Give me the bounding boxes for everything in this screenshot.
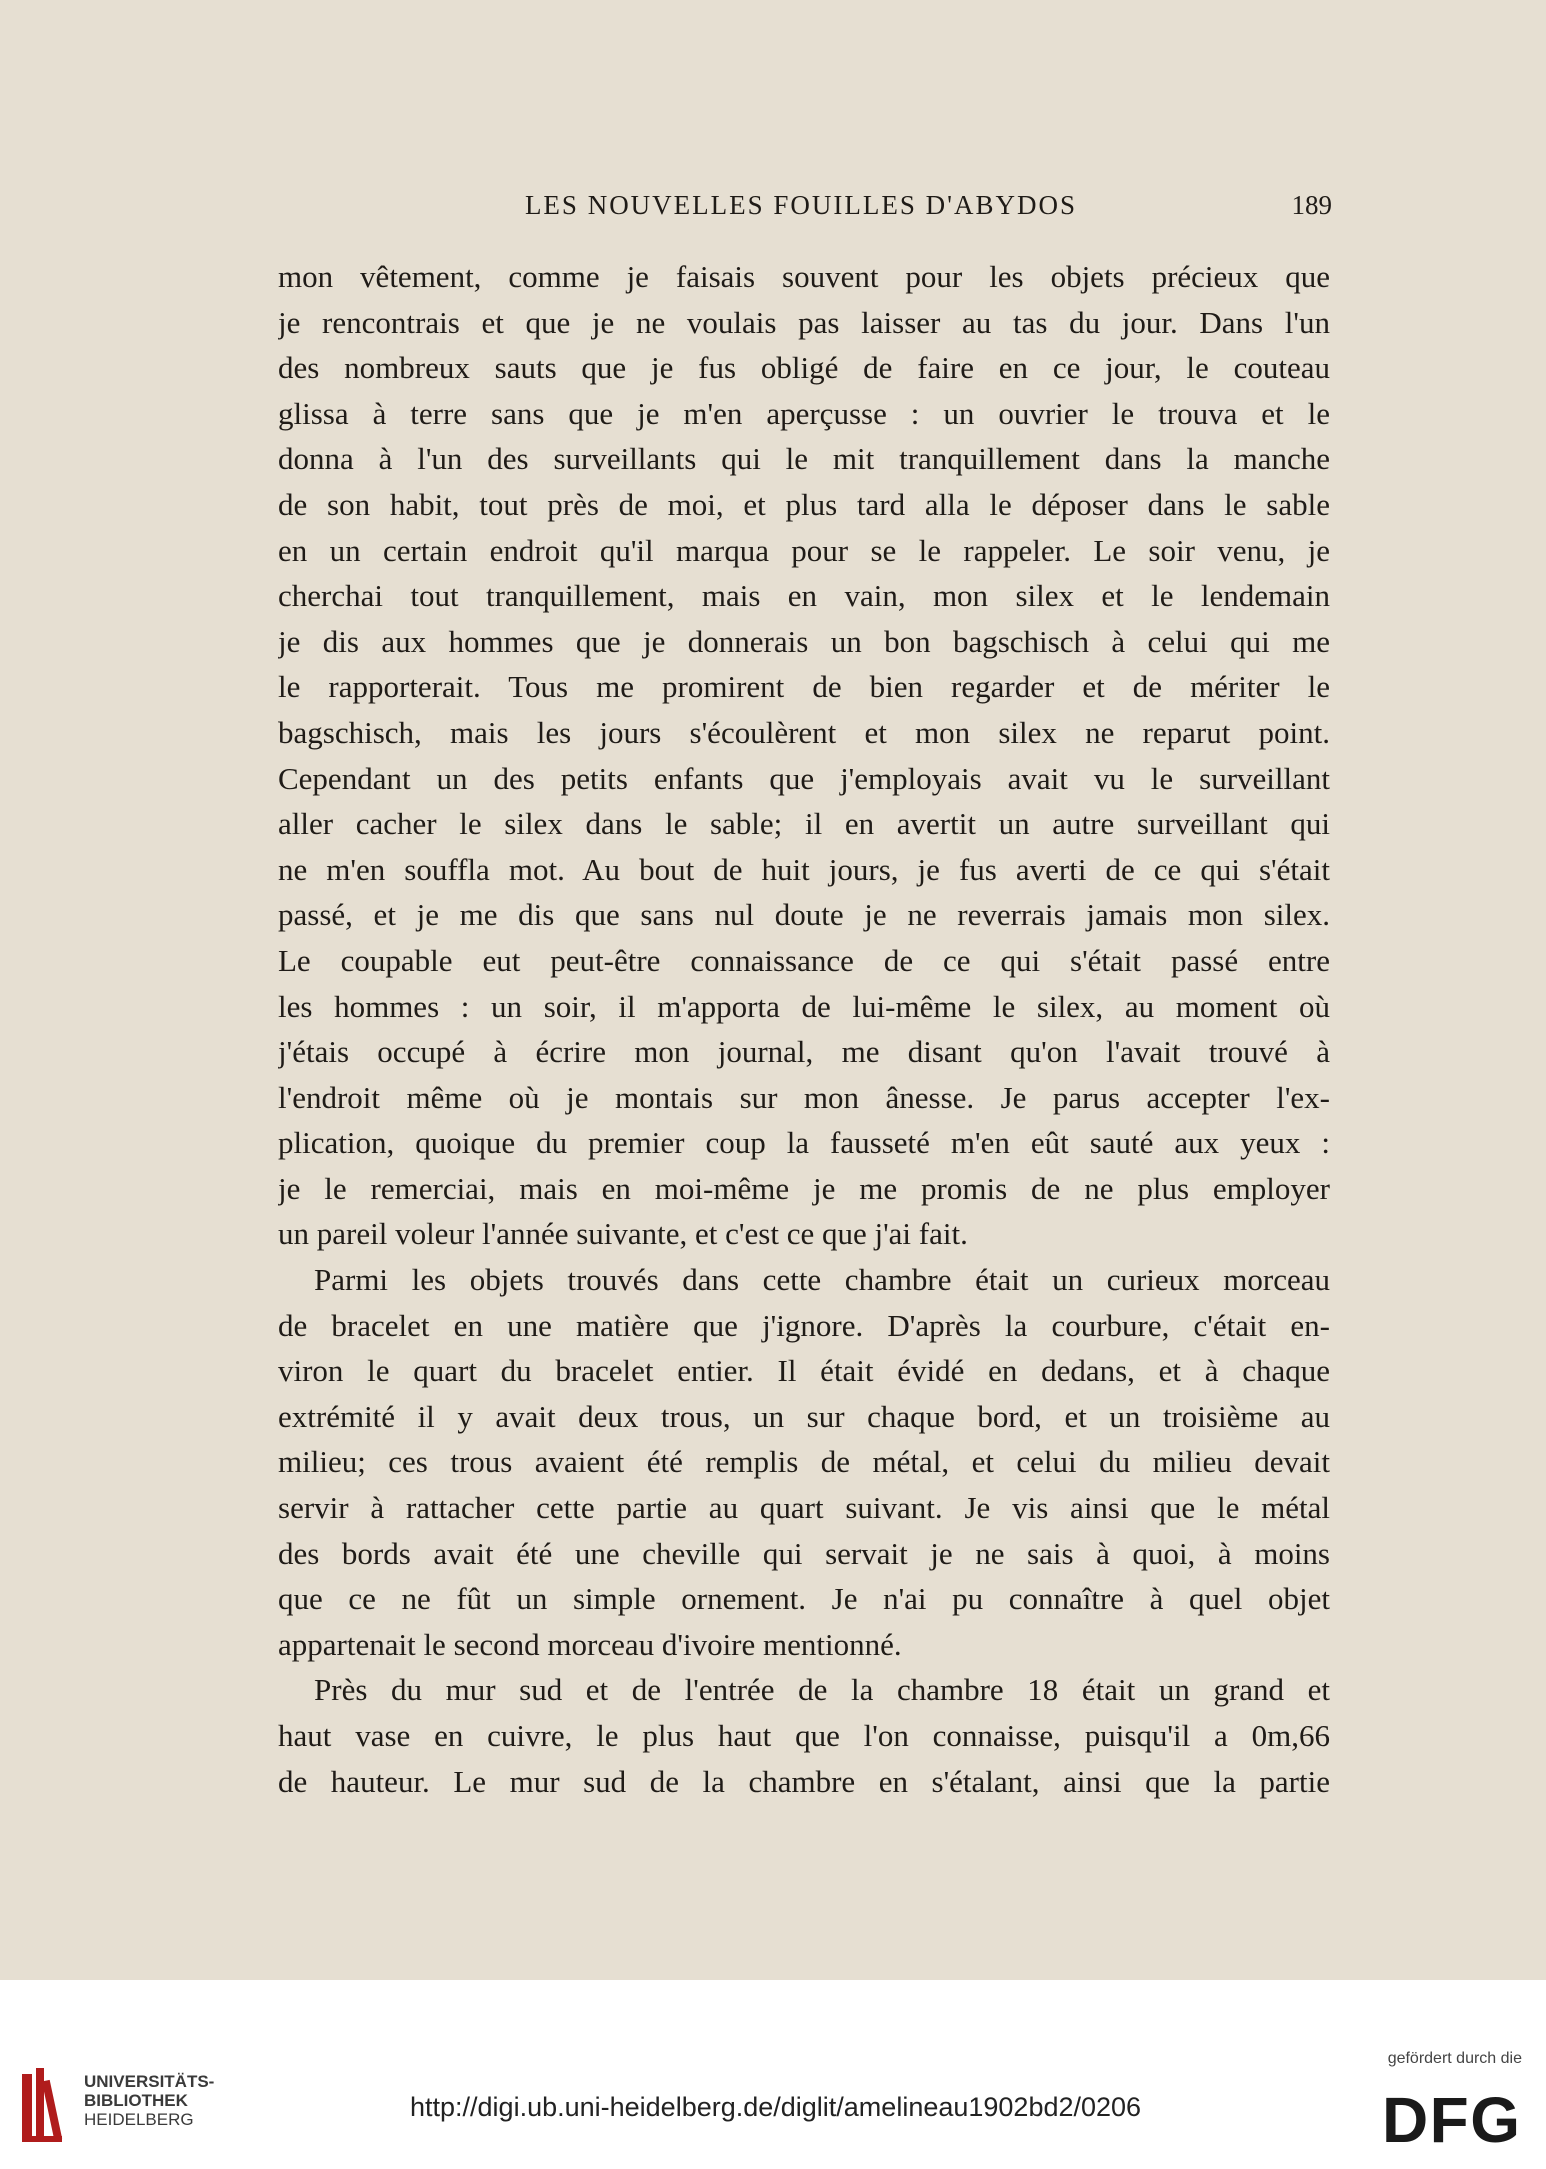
text-line: des bords avait été une cheville qui servait je ne sais à quoi, à moins [278, 1535, 1330, 1571]
text-line: le rapporterait. Tous me promirent de bien regarder et de mériter le [278, 669, 1330, 705]
text-line: donna à l'un des surveillants qui le mit tranquillement dans la manche [278, 441, 1330, 477]
text-line: viron le quart du bracelet entier. Il était évidé en dedans, et à chaque [278, 1353, 1330, 1389]
page-number: 189 [1291, 190, 1332, 220]
text-line: cherchai tout tranquillement, mais en vain, mon silex et le lendemain [278, 578, 1330, 614]
library-name [84, 2072, 214, 2129]
text-line: je le remerciai, mais en moi-même je me promis de ne plus employer [278, 1170, 1330, 1206]
text-line: appartenait le second morceau d'ivoire mentionné. [278, 1626, 902, 1662]
text-line: aller cacher le silex dans le sable; il en avertit un autre surveillant qui [278, 806, 1330, 842]
text-line: plication, quoique du premier coup la fausseté m'en eût sauté aux yeux : [278, 1125, 1330, 1161]
text-line: les hommes : un soir, il m'apporta de lui-même le silex, au moment où [278, 988, 1330, 1024]
library-name-line: BIBLIOTHEK [84, 2091, 188, 2110]
text-line: milieu; ces trous avaient été remplis de métal, et celui du milieu devait [278, 1444, 1330, 1480]
text-line: je rencontrais et que je ne voulais pas laisser au tas du jour. Dans l'un [278, 304, 1330, 340]
text-line: je dis aux hommes que je donnerais un bon bagschisch à celui qui me [278, 623, 1330, 659]
text-line: de bracelet en une matière que j'ignore. D'après la courbure, c'était en- [278, 1307, 1330, 1343]
library-name-line: HEIDELBERG [84, 2110, 194, 2129]
text-line: de son habit, tout près de moi, et plus tard alla le déposer dans le sable [278, 486, 1330, 522]
library-logo-icon [20, 2066, 72, 2146]
text-line: en un certain endroit qu'il marqua pour se le rappeler. Le soir venu, je [278, 532, 1330, 568]
permalink-url[interactable]: http://digi.ub.uni-heidelberg.de/diglit/amelineau1902bd2/0206 [410, 2092, 1142, 2122]
text-line: mon vêtement, comme je faisais souvent pour les objets précieux que [278, 259, 1330, 294]
text-line: ne m'en souffla mot. Au bout de huit jours, je fus averti de ce qui s'était [278, 851, 1330, 887]
text-line: Parmi les objets trouvés dans cette chambre était un curieux morceau [314, 1262, 1330, 1298]
text-line: Cependant un des petits enfants que j'employais avait vu le surveillant [278, 760, 1330, 796]
text-line: extrémité il y avait deux trous, un sur chaque bord, et un troisième au [278, 1398, 1330, 1434]
digitization-footer [0, 1980, 1546, 2169]
text-line: que ce ne fût un simple ornement. Je n'ai pu connaître à quel objet [278, 1581, 1330, 1617]
running-title: LES NOUVELLES FOUILLES D'ABYDOS [524, 190, 1078, 220]
text-line: un pareil voleur l'année suivante, et c'est ce que j'ai fait. [278, 1216, 968, 1252]
text-line: des nombreux sauts que je fus obligé de faire en ce jour, le couteau [278, 350, 1330, 386]
funding-label: gefördert durch die [1387, 2050, 1522, 2067]
running-head [270, 190, 1332, 230]
text-line: Près du mur sud et de l'entrée de la chambre 18 était un grand et [314, 1672, 1330, 1708]
text-line: servir à rattacher cette partie au quart suivant. Je vis ainsi que le métal [278, 1490, 1330, 1526]
dfg-logo-text: DFG [1382, 2084, 1520, 2150]
text-line: haut vase en cuivre, le plus haut que l'on connaisse, puisqu'il a 0m,66 [278, 1718, 1330, 1753]
text-line: j'étais occupé à écrire mon journal, me disant qu'on l'avait trouvé à [278, 1034, 1330, 1070]
text-line: glissa à terre sans que je m'en aperçusse : un ouvrier le trouva et le [278, 395, 1330, 431]
body-text [278, 254, 1330, 1804]
text-line: de hauteur. Le mur sud de la chambre en s'étalant, ainsi que la partie [278, 1763, 1330, 1799]
dfg-logo-icon [1382, 2080, 1522, 2150]
text-line: Le coupable eut peut-être connaissance de ce qui s'était passé entre [278, 942, 1330, 978]
text-line: bagschisch, mais les jours s'écoulèrent et mon silex ne reparut point. [278, 714, 1330, 750]
text-line: passé, et je me dis que sans nul doute je ne reverrais jamais mon silex. [278, 897, 1330, 933]
text-line: l'endroit même où je montais sur mon ânesse. Je parus accepter l'ex- [278, 1079, 1330, 1115]
library-name-line: UNIVERSITÄTS- [84, 2072, 215, 2091]
